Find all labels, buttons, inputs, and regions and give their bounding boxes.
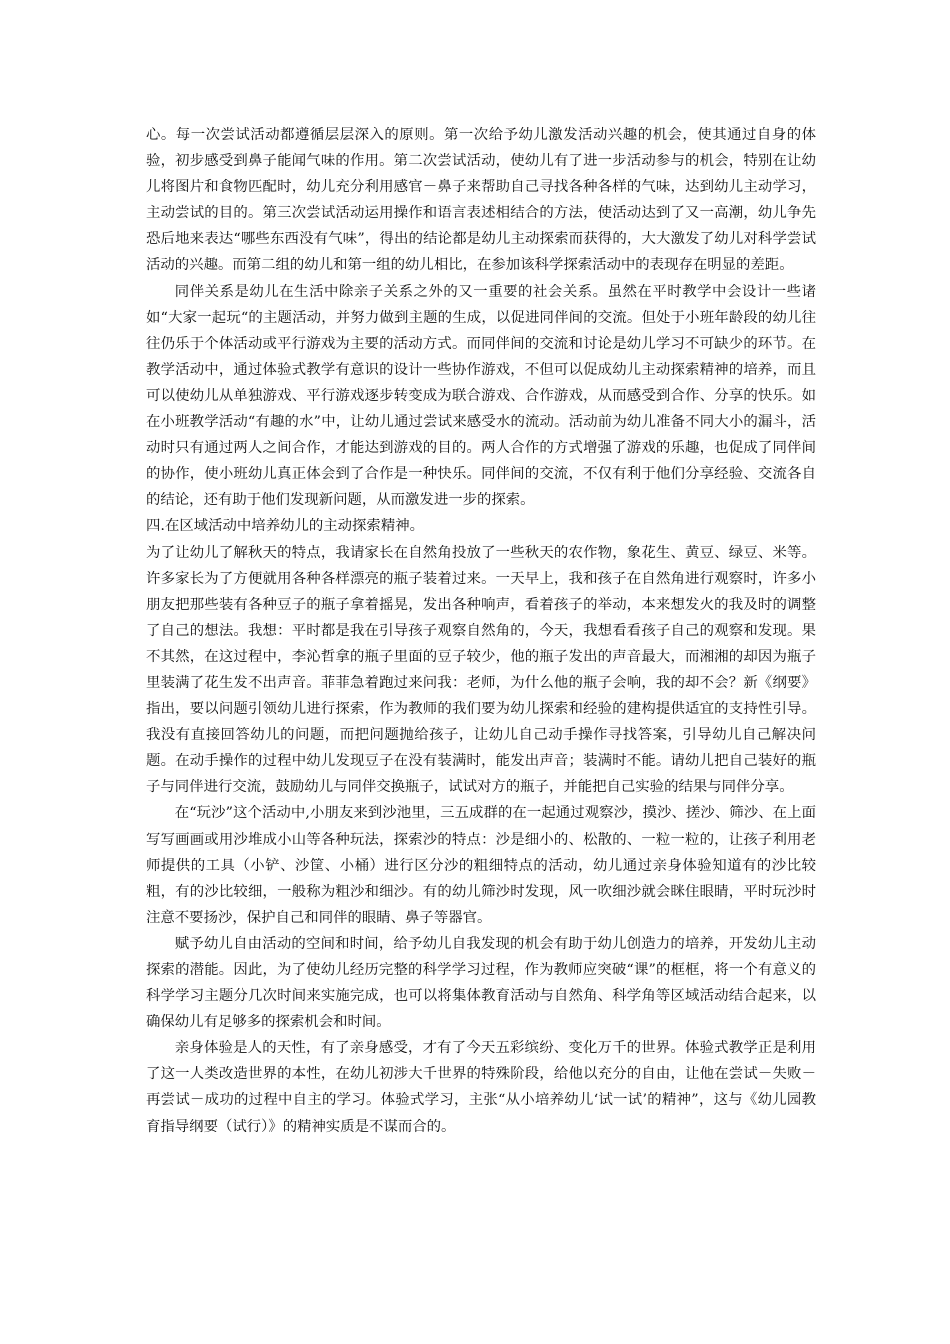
paragraph-autumn-bottles: 为了让幼儿了解秋天的特点，我请家长在自然角投放了一些秋天的农作物，象花生、黄豆、绿豆、米等。许多家长为了方便就用各种各样漂亮的瓶子装着过来。一天早上，我和孩子在自然角进行观察时，许多小朋友把那些装有各种豆子的瓶子拿着摇晃，发出各种响声，看着孩子的举动，本来想发火的我及时的调整了自己的想法。我想：平时都是我在引导孩子观察自然角的，今天，我想看看孩子自己的观察和发现。果不其然，在这过程中，李沁哲拿的瓶子里面的豆子较少，他的瓶子发出的声音最大，而湘湘的却因为瓶子里装满了花生发不出声音。菲菲急着跑过来问我：老师，为什么他的瓶子会响，我的却不会？新《纲要》指出，要以问题引领幼儿进行探索，作为教师的我们要为幼儿探索和经验的建构提供适宜的支持性引导。我没有直接回答幼儿的问题，而把问题抛给孩子，让幼儿自己动手操作寻找答案，引导幼儿自己解决问题。在动手操作的过程中幼儿发现豆子在没有装满时，能发出声音；装满时不能。请幼儿把自己装好的瓶子与同伴进行交流，鼓励幼儿与同伴交换瓶子，试试对方的瓶子，并能把自己实验的结果与同伴分享。 — [146, 544, 816, 796]
paragraph-free-activity: 赋予幼儿自由活动的空间和时间，给予幼儿自我发现的机会有助于幼儿创造力的培养，开发幼儿主动探索的潜能。因此，为了使幼儿经历完整的科学学习过程，作为教师应突破“课”的框框，将一个有意义的科学学习主题分几次时间来实施完成，也可以将集体教育活动与自然角、科学角等区域活动结合起来，以确保幼儿有足够多的探索机会和时间。 — [146, 935, 816, 1031]
paragraph-sand-play: 在“玩沙”这个活动中,小朋友来到沙池里，三五成群的在一起通过观察沙，摸沙、搓沙、筛沙、在上面写写画画或用沙堆成小山等各种玩法，探索沙的特点：沙是细小的、松散的、一粒一粒的，让孩子利用老师提供的工具（小铲、沙筐、小桶）进行区分沙的粗细特点的活动，幼儿通过亲身体验知道有的沙比较粗，有的沙比较细，一般称为粗沙和细沙。有的幼儿筛沙时发现，风一吹细沙就会眯住眼睛，平时玩沙时注意不要扬沙，保护自己和同伴的眼睛、鼻子等器官。 — [146, 805, 816, 926]
paragraph-experiential-learning: 亲身体验是人的天性，有了亲身感受，才有了今天五彩缤纷、变化万千的世界。体验式教学正是利用了这一人类改造世界的本性，在幼儿初涉大千世界的特殊阶段，给他以充分的自由，让他在尝试－失败－再尝试－成功的过程中自主的学习。体验式学习，主张“从小培养幼儿‘试一试’的精神”，这与《幼儿园教育指导纲要（试行）》的精神实质是不谋而合的。 — [146, 1040, 816, 1135]
paragraph-tasting-activities: 心。每一次尝试活动都遵循层层深入的原则。第一次给予幼儿激发活动兴趣的机会，使其通过自身的体验，初步感受到鼻子能闻气味的作用。第二次尝试活动，使幼儿有了进一步活动参与的机会，特别在让幼儿将图片和食物匹配时，幼儿充分利用感官－鼻子来帮助自己寻找各种各样的气味，达到幼儿主动学习，主动尝试的目的。第三次尝试活动运用操作和语言表述相结合的方法，使活动达到了又一高潮，幼儿争先恐后地来表达“哪些东西没有气味”，得出的结论都是幼儿主动探索而获得的，大大激发了幼儿对科学尝试活动的兴趣。而第二组的幼儿和第一组的幼儿相比，在参加该科学探索活动中的表现存在明显的差距。 — [146, 127, 816, 274]
document-page — [146, 122, 816, 1140]
section-heading-4: 四.在区域活动中培养幼儿的主动探索精神。 — [146, 518, 424, 535]
paragraph-peer-relations: 同伴关系是幼儿在生活中除亲子关系之外的又一重要的社会关系。虽然在平时教学中会设计一些诸如“大家一起玩“的主题活动，并努力做到主题的生成，以促进同伴间的交流。但处于小班年龄段的幼儿往往仍乐于个体活动或平行游戏为主要的活动方式。而同伴间的交流和讨论是幼儿学习不可缺少的环节。在教学活动中，通过体验式教学有意识的设计一些协作游戏，不但可以促成幼儿主动探索精神的培养，而且可以使幼儿从单独游戏、平行游戏逐步转变成为联合游戏、合作游戏，从而感受到合作、分享的快乐。如在小班教学活动“有趣的水”中，让幼儿通过尝试来感受水的流动。活动前为幼儿准备不同大小的漏斗，活动时只有通过两人之间合作，才能达到游戏的目的。两人合作的方式增强了游戏的乐趣，也促成了同伴间的协作，使小班幼儿真正体会到了合作是一种快乐。同伴间的交流，不仅有利于他们分享经验、交流各自的结论，还有助于他们发现新问题，从而激发进一步的探索。 — [146, 283, 816, 509]
